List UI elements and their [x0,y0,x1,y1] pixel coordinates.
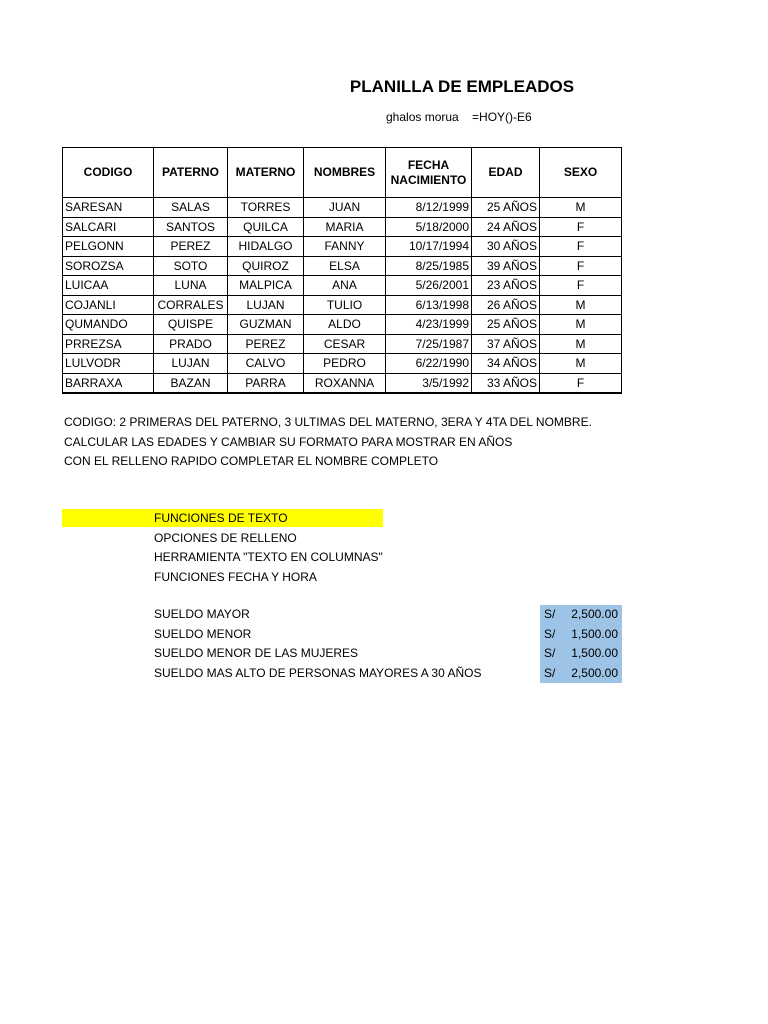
instruction-line[interactable]: CON EL RELLENO RAPIDO COMPLETAR EL NOMBRE COMPLETO [64,454,439,468]
cell-paterno[interactable]: SALAS [154,198,228,218]
employee-table [62,147,622,394]
cell-edad[interactable]: 25 AÑOS [472,315,540,335]
sheet-title: PLANILLA DE EMPLEADOS [349,77,575,96]
cell-sexo[interactable]: M [540,295,622,315]
cell-materno[interactable]: CALVO [228,354,304,374]
cell-sexo[interactable]: M [540,354,622,374]
header-edad[interactable]: EDAD [472,148,540,198]
cell-materno[interactable]: QUILCA [228,217,304,237]
cell-sexo[interactable]: M [540,198,622,218]
table-row [63,373,622,393]
employee-table-body [63,198,622,394]
cell-edad[interactable]: 33 AÑOS [472,373,540,393]
table-row [63,295,622,315]
salary-amount: 2,500.00 [571,665,618,680]
cell-sexo[interactable]: M [540,334,622,354]
cell-nombres[interactable]: CESAR [304,334,386,354]
salary-values [540,605,622,683]
header-paterno[interactable]: PATERNO [154,148,228,198]
topic-item[interactable]: OPCIONES DE RELLENO [154,530,297,545]
salary-amount: 1,500.00 [571,646,618,660]
cell-paterno[interactable]: PEREZ [154,237,228,257]
table-row [63,237,622,257]
salary-label[interactable]: SUELDO MAS ALTO DE PERSONAS MAYORES A 30 AÑOS [154,665,482,680]
cell-paterno[interactable]: QUISPE [154,315,228,335]
cell-sexo[interactable]: F [540,256,622,276]
cell-edad[interactable]: 30 AÑOS [472,237,540,257]
cell-edad[interactable]: 39 AÑOS [472,256,540,276]
cell-materno[interactable]: MALPICA [228,276,304,296]
cell-edad[interactable]: 37 AÑOS [472,334,540,354]
table-row [63,217,622,237]
salary-value-cell[interactable] [540,625,622,645]
header-codigo[interactable]: CODIGO [63,148,154,198]
header-sexo[interactable]: SEXO [540,148,622,198]
cell-fecha-nacimiento[interactable]: 10/17/1994 [386,237,472,257]
cell-sexo[interactable]: M [540,315,622,335]
topic-item[interactable]: FUNCIONES DE TEXTO [154,511,288,525]
table-row [63,198,622,218]
cell-materno[interactable]: TORRES [228,198,304,218]
cell-fecha-nacimiento[interactable]: 4/23/1999 [386,315,472,335]
cell-edad[interactable]: 25 AÑOS [472,198,540,218]
salary-label[interactable]: SUELDO MENOR [154,626,252,641]
cell-nombres[interactable]: ANA [304,276,386,296]
cell-codigo[interactable]: LUICAA [63,276,154,296]
cell-nombres[interactable]: JUAN [304,198,386,218]
cell-fecha-nacimiento[interactable]: 5/26/2001 [386,276,472,296]
header-fecha-nacimiento[interactable]: FECHA NACIMIENTO [386,148,472,198]
instruction-line[interactable]: CODIGO: 2 PRIMERAS DEL PATERNO, 3 ULTIMAS DEL MATERNO, 3ERA Y 4TA DEL NOMBRE. [64,415,592,429]
cell-sexo[interactable]: F [540,276,622,296]
currency-symbol: S/ [544,607,556,621]
cell-nombres[interactable]: PEDRO [304,354,386,374]
cell-codigo[interactable]: SOROZSA [63,256,154,276]
salary-value-cell[interactable] [540,644,622,664]
cell-paterno[interactable]: SANTOS [154,217,228,237]
cell-fecha-nacimiento[interactable]: 7/25/1987 [386,334,472,354]
currency-symbol: S/ [544,626,556,641]
cell-codigo[interactable]: SARESAN [63,198,154,218]
instruction-line[interactable]: CALCULAR LAS EDADES Y CAMBIAR SU FORMATO PARA MOSTRAR EN AÑOS [64,434,513,449]
topic-list [154,509,383,587]
cell-codigo[interactable]: PELGONN [63,237,154,257]
header-materno[interactable]: MATERNO [228,148,304,198]
cell-nombres[interactable]: ALDO [304,315,386,335]
salary-label[interactable]: SUELDO MAYOR [154,607,250,621]
cell-edad[interactable]: 24 AÑOS [472,217,540,237]
cell-materno[interactable]: PEREZ [228,334,304,354]
cell-edad[interactable]: 34 AÑOS [472,354,540,374]
cell-paterno[interactable]: BAZAN [154,373,228,393]
salary-label[interactable]: SUELDO MENOR DE LAS MUJERES [154,646,359,660]
cell-codigo[interactable]: COJANLI [63,295,154,315]
cell-codigo[interactable]: BARRAXA [63,373,154,393]
table-row [63,354,622,374]
sheet-subtitle[interactable]: ghalos morua =HOY()-E6 [386,110,532,124]
table-row [63,315,622,335]
cell-materno[interactable]: GUZMAN [228,315,304,335]
cell-codigo[interactable]: QUMANDO [63,315,154,335]
salary-value-cell[interactable] [540,605,622,625]
topic-item[interactable]: HERRAMIENTA "TEXTO EN COLUMNAS" [154,550,383,564]
cell-nombres[interactable]: ELSA [304,256,386,276]
salary-amount: 2,500.00 [571,607,618,621]
cell-codigo[interactable]: SALCARI [63,217,154,237]
currency-symbol: S/ [544,665,556,680]
cell-paterno[interactable]: CORRALES [154,295,228,315]
topic-item[interactable]: FUNCIONES FECHA Y HORA [154,569,317,584]
cell-paterno[interactable]: PRADO [154,334,228,354]
cell-sexo[interactable]: F [540,237,622,257]
cell-fecha-nacimiento[interactable]: 5/18/2000 [386,217,472,237]
cell-fecha-nacimiento[interactable]: 3/5/1992 [386,373,472,393]
cell-edad[interactable]: 26 AÑOS [472,295,540,315]
cell-materno[interactable]: QUIROZ [228,256,304,276]
salary-labels [154,605,481,683]
table-row [63,276,622,296]
cell-fecha-nacimiento[interactable]: 8/12/1999 [386,198,472,218]
cell-paterno[interactable]: LUJAN [154,354,228,374]
header-nombres[interactable]: NOMBRES [304,148,386,198]
cell-fecha-nacimiento[interactable]: 6/22/1990 [386,354,472,374]
cell-nombres[interactable]: MARIA [304,217,386,237]
cell-fecha-nacimiento[interactable]: 6/13/1998 [386,295,472,315]
instructions [64,413,592,472]
cell-fecha-nacimiento[interactable]: 8/25/1985 [386,256,472,276]
cell-nombres[interactable]: FANNY [304,237,386,257]
cell-codigo[interactable]: PRREZSA [63,334,154,354]
table-row [63,256,622,276]
salary-amount: 1,500.00 [571,626,618,641]
cell-paterno[interactable]: LUNA [154,276,228,296]
salary-value-cell[interactable] [540,664,622,684]
cell-nombres[interactable]: ROXANNA [304,373,386,393]
cell-materno[interactable]: HIDALGO [228,237,304,257]
cell-sexo[interactable]: F [540,373,622,393]
header-row [63,148,622,198]
cell-paterno[interactable]: SOTO [154,256,228,276]
currency-symbol: S/ [544,646,556,660]
cell-codigo[interactable]: LULVODR [63,354,154,374]
cell-sexo[interactable]: F [540,217,622,237]
table-row [63,334,622,354]
cell-nombres[interactable]: TULIO [304,295,386,315]
cell-materno[interactable]: LUJAN [228,295,304,315]
cell-materno[interactable]: PARRA [228,373,304,393]
cell-edad[interactable]: 23 AÑOS [472,276,540,296]
